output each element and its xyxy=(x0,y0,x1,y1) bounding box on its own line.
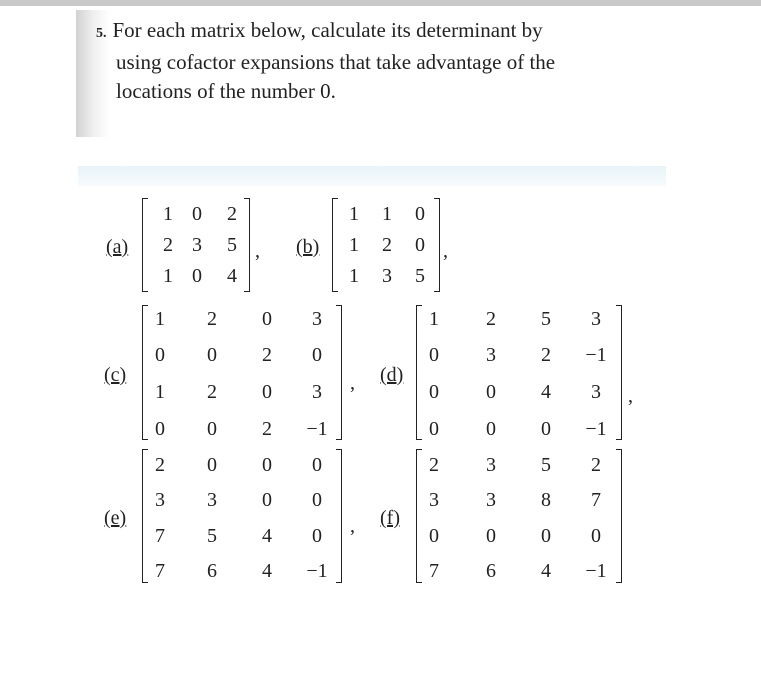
matrix-cell: 0 xyxy=(155,344,165,366)
matrix-cell: 0 xyxy=(541,525,551,547)
matrix-cell: 6 xyxy=(486,560,496,582)
matrix-cell: 3 xyxy=(192,234,202,256)
matrix-cell: 3 xyxy=(429,489,439,511)
matrix-cell: 0 xyxy=(312,525,322,547)
matrix-cell: 0 xyxy=(429,381,439,403)
matrix-cell: 0 xyxy=(207,454,217,476)
matrix-cell: −1 xyxy=(306,418,328,440)
matrix-cell: 0 xyxy=(486,381,496,403)
matrix-cell: 0 xyxy=(262,308,272,330)
matrix-cell: 2 xyxy=(227,203,237,225)
matrix-cell: 0 xyxy=(486,418,496,440)
matrix-label-a: (a) xyxy=(106,236,129,258)
matrix-cell: 2 xyxy=(163,234,173,256)
problem-number: 5. xyxy=(96,26,107,41)
matrix-cell: 5 xyxy=(207,525,217,547)
matrix-cell: 3 xyxy=(382,265,392,287)
matrix-cell: −1 xyxy=(585,344,607,366)
matrix-cell: 7 xyxy=(155,560,165,582)
matrix-cell: 0 xyxy=(541,418,551,440)
matrix-cell: 0 xyxy=(312,489,322,511)
matrix-cell: 7 xyxy=(429,560,439,582)
matrix-cell: 4 xyxy=(262,560,272,582)
matrix-cell: 5 xyxy=(227,234,237,256)
matrix-cell: 0 xyxy=(192,203,202,225)
matrix-cell: 1 xyxy=(155,308,165,330)
matrix-cell: 8 xyxy=(541,489,551,511)
matrix-c xyxy=(142,305,342,440)
matrix-cell: −1 xyxy=(306,560,328,582)
matrix-cell: 3 xyxy=(207,489,217,511)
matrix-label-d: (d) xyxy=(380,364,404,386)
matrix-cell: 0 xyxy=(429,418,439,440)
matrix-cell: 3 xyxy=(591,308,601,330)
matrix-label-b: (b) xyxy=(296,236,320,258)
matrix-cell: 1 xyxy=(429,308,439,330)
matrix-cell: 2 xyxy=(486,308,496,330)
matrix-cell: 1 xyxy=(382,203,392,225)
matrix-cell: 0 xyxy=(591,525,601,547)
matrix-cell: 0 xyxy=(192,265,202,287)
problem-text-line: For each matrix below, calculate its determinant by xyxy=(112,18,543,42)
matrix-cell: 1 xyxy=(155,381,165,403)
matrix-cell: 2 xyxy=(262,344,272,366)
matrix-cell: 2 xyxy=(207,308,217,330)
matrix-cell: 2 xyxy=(155,454,165,476)
matrix-cell: 0 xyxy=(312,344,322,366)
matrix-cell: 4 xyxy=(541,560,551,582)
matrix-cell: 5 xyxy=(541,308,551,330)
matrix-cell: 1 xyxy=(349,234,359,256)
matrix-a xyxy=(142,198,250,292)
matrix-cell: −1 xyxy=(585,560,607,582)
matrix-comma: , xyxy=(350,515,355,537)
matrix-cell: 3 xyxy=(591,381,601,403)
matrix-cell: 4 xyxy=(227,265,237,287)
matrix-cell: 2 xyxy=(262,418,272,440)
matrix-e xyxy=(142,449,342,583)
matrix-cell: 3 xyxy=(486,489,496,511)
matrix-cell: 3 xyxy=(486,454,496,476)
matrix-b xyxy=(332,198,440,292)
matrix-comma: , xyxy=(350,372,355,394)
matrix-cell: 2 xyxy=(591,454,601,476)
matrix-f xyxy=(416,449,622,583)
matrix-d xyxy=(416,305,622,440)
matrix-cell: 2 xyxy=(541,344,551,366)
matrix-cell: 1 xyxy=(349,265,359,287)
matrix-comma: , xyxy=(443,240,448,262)
matrix-label-c: (c) xyxy=(104,364,127,386)
matrix-cell: 2 xyxy=(382,234,392,256)
problem-line-2: using cofactor expansions that take advantage of the xyxy=(116,50,556,74)
matrix-cell: 0 xyxy=(207,344,217,366)
matrix-cell: 5 xyxy=(541,454,551,476)
matrix-cell: 1 xyxy=(349,203,359,225)
matrix-cell: 1 xyxy=(163,265,173,287)
matrix-cell: 7 xyxy=(155,525,165,547)
matrix-cell: 3 xyxy=(312,381,322,403)
matrix-cell: 2 xyxy=(429,454,439,476)
matrix-cell: 7 xyxy=(591,489,601,511)
matrix-comma: , xyxy=(628,385,633,407)
matrix-cell: 6 xyxy=(207,560,217,582)
matrix-cell: 0 xyxy=(207,418,217,440)
matrix-cell: 0 xyxy=(262,381,272,403)
matrix-cell: 0 xyxy=(429,525,439,547)
matrix-cell: 0 xyxy=(312,454,322,476)
matrix-comma: , xyxy=(255,240,260,262)
top-border xyxy=(0,0,761,6)
matrix-label-f: (f) xyxy=(380,507,400,529)
matrix-cell: 0 xyxy=(262,489,272,511)
matrix-cell: 0 xyxy=(262,454,272,476)
matrix-cell: −1 xyxy=(585,418,607,440)
matrix-cell: 4 xyxy=(541,381,551,403)
matrix-cell: 3 xyxy=(486,344,496,366)
matrix-cell: 4 xyxy=(262,525,272,547)
matrix-cell: 0 xyxy=(486,525,496,547)
matrix-cell: 0 xyxy=(429,344,439,366)
matrix-cell: 0 xyxy=(155,418,165,440)
scan-band xyxy=(78,166,666,186)
matrix-cell: 5 xyxy=(415,265,425,287)
problem-line-1 xyxy=(96,16,666,48)
matrix-label-e: (e) xyxy=(104,507,127,529)
problem-statement xyxy=(96,16,666,106)
matrix-cell: 2 xyxy=(207,381,217,403)
matrix-cell: 3 xyxy=(155,489,165,511)
matrix-cell: 3 xyxy=(312,308,322,330)
matrix-cell: 0 xyxy=(415,203,425,225)
problem-line-3: locations of the number 0. xyxy=(116,79,336,103)
matrix-cell: 1 xyxy=(163,203,173,225)
matrix-cell: 0 xyxy=(415,234,425,256)
